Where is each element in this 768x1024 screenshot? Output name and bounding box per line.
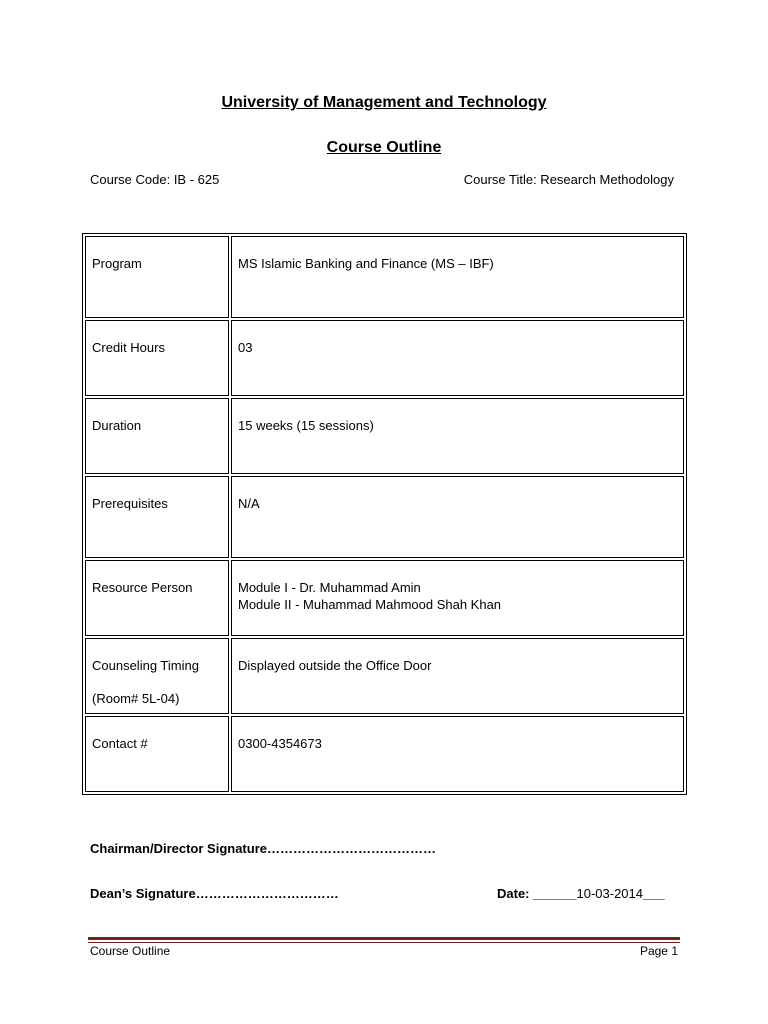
table-row	[85, 716, 684, 792]
footer-title: Course Outline	[90, 944, 171, 958]
row-label-resource-person: Resource Person	[85, 560, 229, 636]
date-line	[497, 886, 665, 901]
counseling-timing-label: Counseling Timing	[92, 658, 199, 673]
table-row	[85, 476, 684, 558]
row-value-credit-hours: 03	[231, 320, 684, 396]
table-row	[85, 560, 684, 636]
university-name: University of Management and Technology	[221, 94, 547, 111]
table-row	[85, 320, 684, 396]
row-label-credit-hours: Credit Hours	[85, 320, 229, 396]
table-row	[85, 398, 684, 474]
resource-person-module-2: Module II - Muhammad Mahmood Shah Khan	[238, 597, 502, 612]
row-value-counseling-timing: Displayed outside the Office Door	[231, 638, 684, 714]
table-row	[85, 638, 684, 714]
row-label-contact: Contact #	[85, 716, 229, 792]
row-value-contact: 0300-4354673	[231, 716, 684, 792]
row-value-prerequisites: N/A	[231, 476, 684, 558]
row-value-resource-person	[231, 560, 684, 636]
row-label-counseling-timing	[85, 638, 229, 714]
date-tail: ___	[643, 886, 665, 901]
row-label-duration: Duration	[85, 398, 229, 474]
document-title: Course Outline	[326, 139, 442, 156]
footer-rule-thick	[88, 937, 680, 940]
page-number: Page 1	[639, 944, 678, 958]
chairman-signature-line: Chairman/Director Signature…………………………………	[90, 841, 436, 856]
row-label-prerequisites: Prerequisites	[85, 476, 229, 558]
date-label: Date: ______	[497, 886, 577, 901]
row-value-program: MS Islamic Banking and Finance (MS – IBF)	[231, 236, 684, 318]
footer-rule-thin	[88, 942, 680, 943]
dean-signature-line: Dean’s Signature……………………………	[90, 886, 339, 901]
course-title: Course Title: Research Methodology	[463, 172, 674, 187]
course-details-table	[82, 233, 687, 795]
row-label-program: Program	[85, 236, 229, 318]
course-code: Course Code: IB - 625	[90, 172, 220, 187]
table-row	[85, 236, 684, 318]
room-number-label: (Room# 5L-04)	[92, 691, 180, 706]
date-value: 10-03-2014	[576, 886, 643, 901]
resource-person-module-1: Module I - Dr. Muhammad Amin	[238, 580, 421, 595]
row-value-duration: 15 weeks (15 sessions)	[231, 398, 684, 474]
